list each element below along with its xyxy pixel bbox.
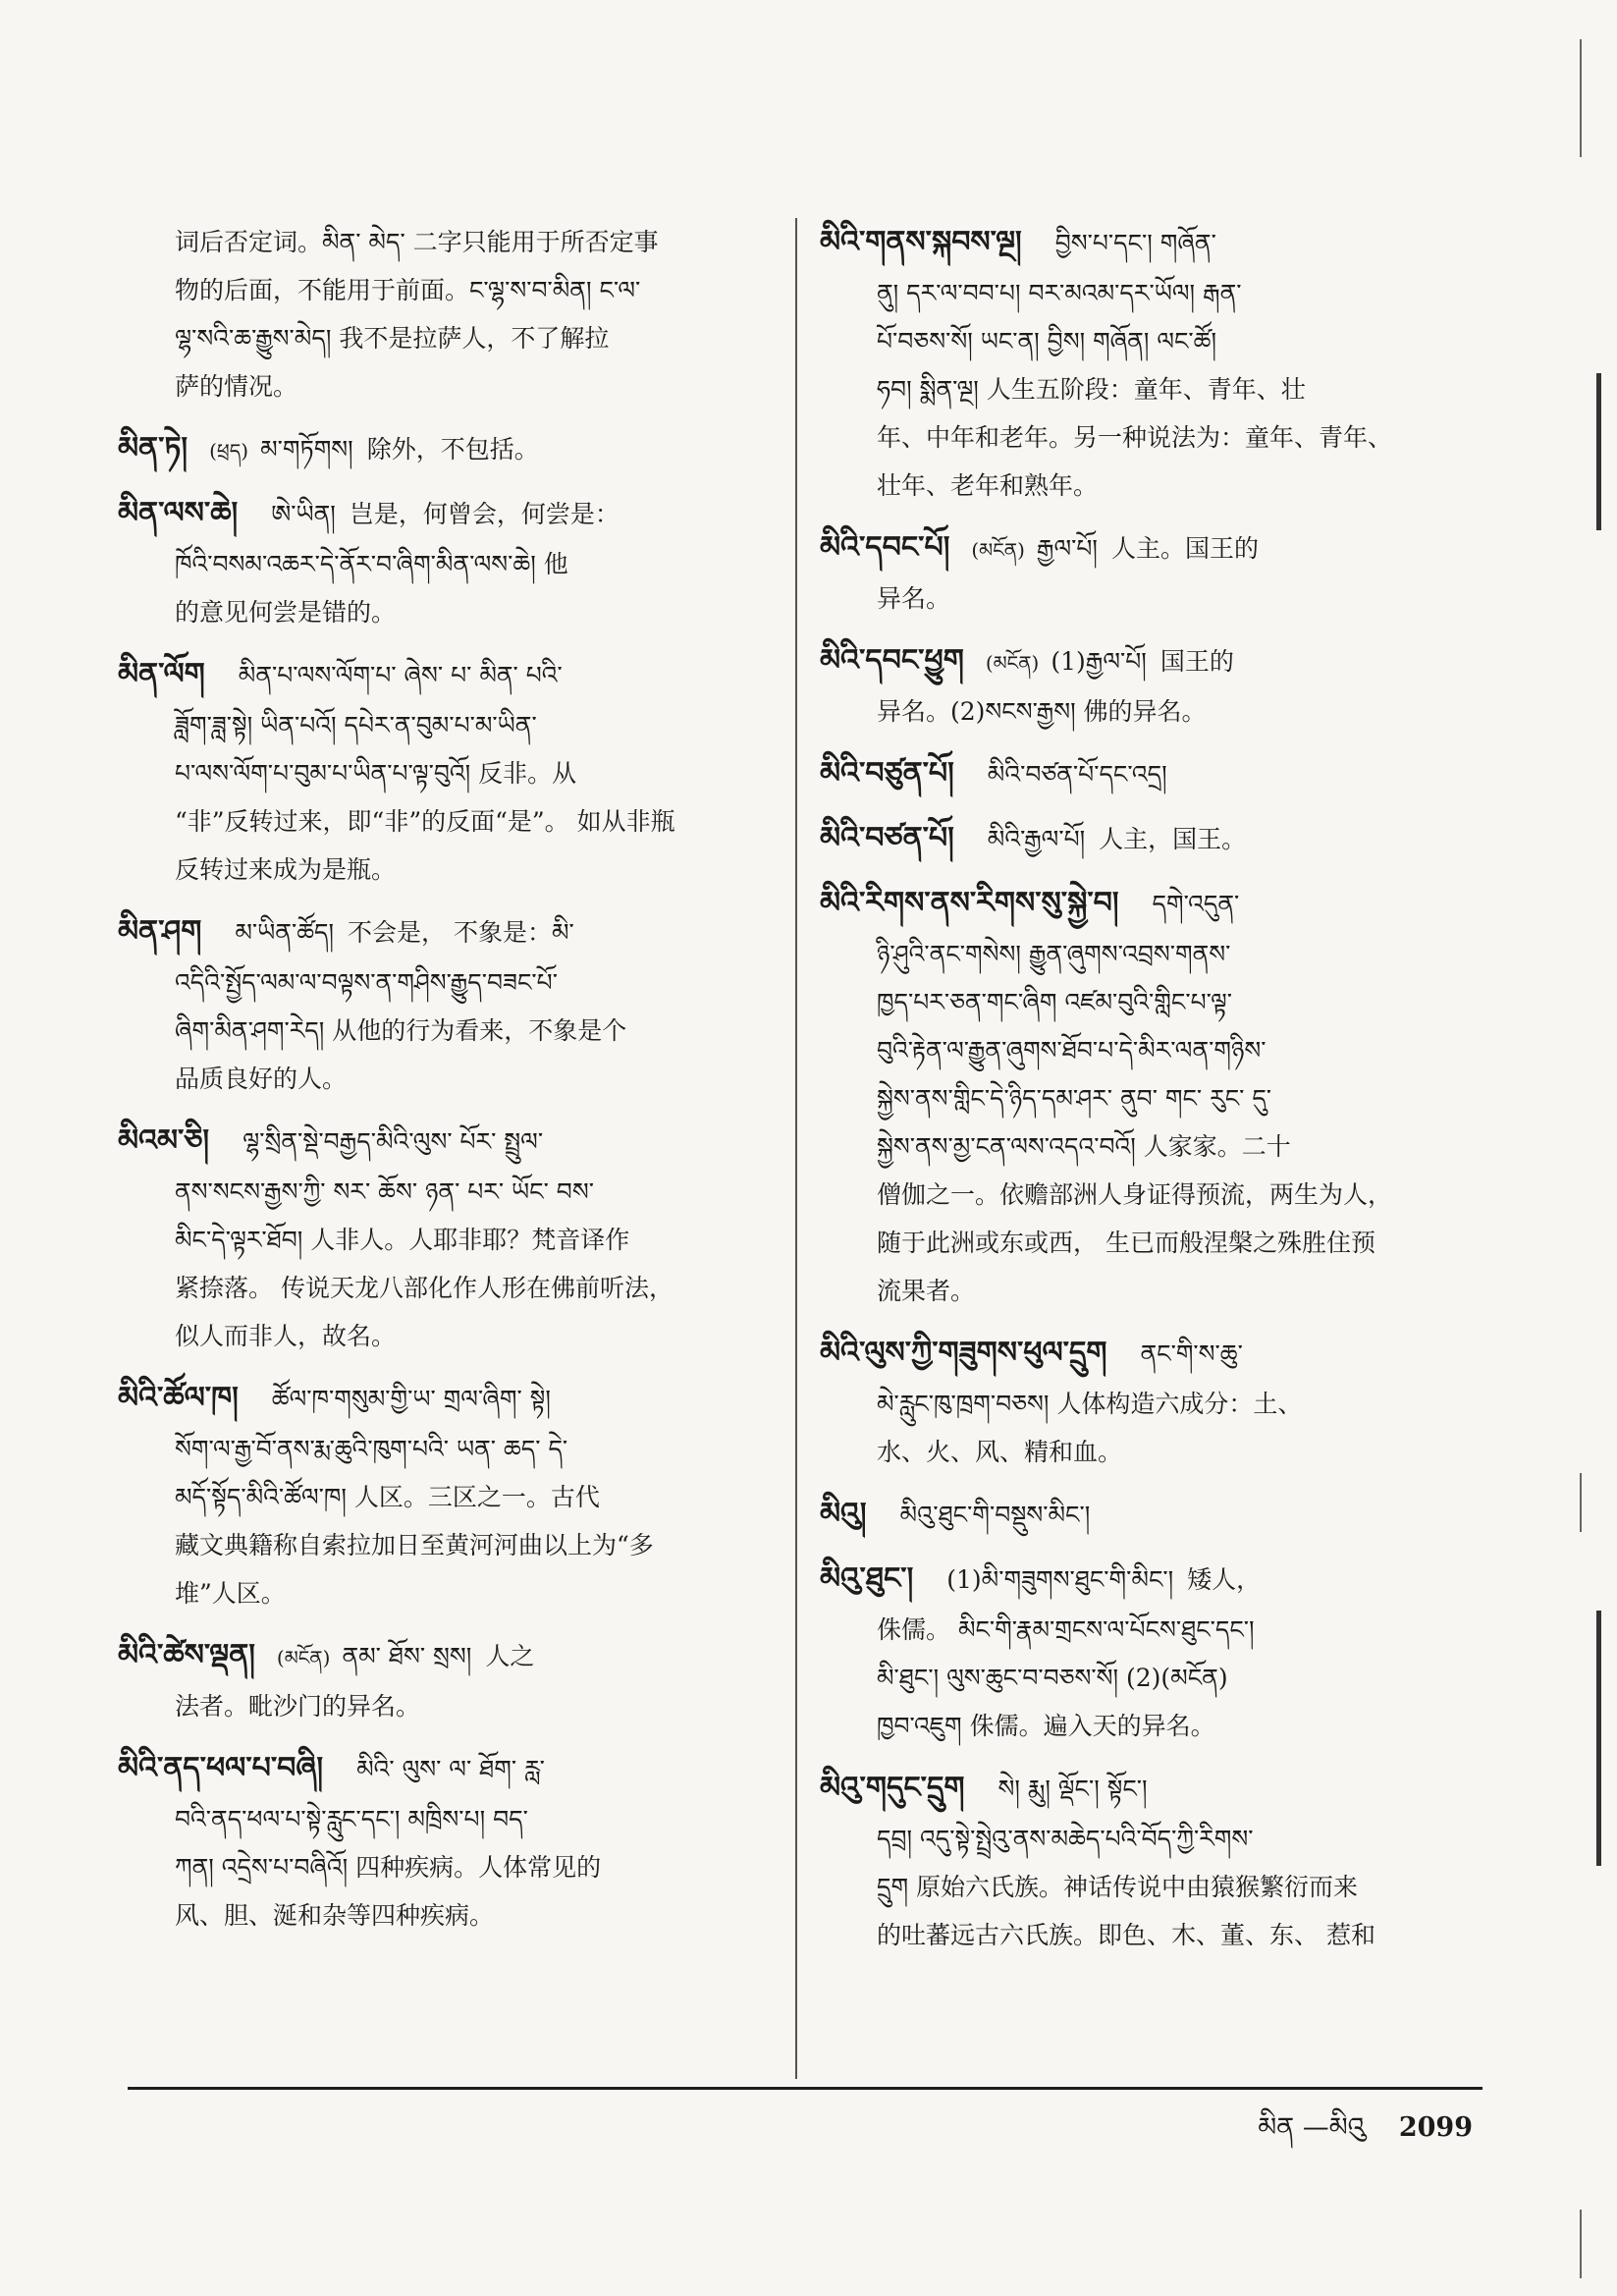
tibetan-definition: མིའུ་ཐུང་གི་བསྡུས་མིང་། xyxy=(899,1501,1091,1529)
dictionary-entry xyxy=(820,749,1473,800)
dictionary-entry xyxy=(820,1490,1473,1541)
dictionary-entry xyxy=(820,1764,1473,1959)
chinese-definition: 人主。国王的 xyxy=(1110,534,1259,563)
tibetan-definition: མིའི་ ལུས་ ལ་ ཐོག་ རླ་ xyxy=(356,1755,545,1783)
headword: མིན་ཏེ། xyxy=(118,431,189,465)
entry-head-line xyxy=(118,907,766,958)
dictionary-entry xyxy=(820,636,1473,736)
entry-body-line: ཉི་ཤུའི་ནང་གསེས། རྒྱུན་ཞུགས་འབྲས་གནས་ xyxy=(877,940,1231,968)
headword: མིན་ལས་ཆེ། xyxy=(118,496,239,530)
entry-body-line: 似人而非人，故名。 xyxy=(175,1322,397,1350)
entry-body xyxy=(118,1425,766,1617)
headword: མིའི་ལུས་ཀྱི་གཟུགས་ཕུལ་དྲུག xyxy=(820,1336,1107,1370)
entry-head-line xyxy=(118,1631,766,1682)
headword: མིན་ཤག xyxy=(118,914,202,949)
entry-body-line: པ་ལས་ལོག་པ་བུམ་པ་ཡིན་པ་ལྟ་བུའོ། 反非。从 xyxy=(175,759,577,788)
entry-head-line xyxy=(820,749,1473,800)
entry-body-line: 藏文典籍称自索拉加日至黄河河曲以上为“多 xyxy=(175,1531,654,1559)
entry-body-line: དབྲ། འདུ་སྟེ་སྤྲེའུ་ནས་མཆེད་པའི་བོད་ཀྱི་རིགས་ xyxy=(877,1825,1254,1853)
entry-body xyxy=(118,1168,766,1360)
scan-margin-marks xyxy=(1570,0,1609,2296)
entry-body-line: 风、胆、涎和杂等四种疾病。 xyxy=(175,1901,495,1930)
entry-body-line: འདིའི་སྤྱོད་ལམ་ལ་བལྟས་ན་གཤིས་རྒྱུད་བཟང་པོ་ xyxy=(175,968,558,997)
left-entry-list xyxy=(118,424,766,1940)
headword: མིའམ་ཅི། xyxy=(118,1123,210,1158)
tibetan-definition: (1)མི་གཟུགས་ཐུང་གི་མིང་། xyxy=(946,1565,1174,1594)
dictionary-entry xyxy=(118,1744,766,1940)
entry-body xyxy=(118,1795,766,1940)
tibetan-definition: ནམ་ ཐོས་ སྲས། xyxy=(342,1642,472,1670)
tibetan-definition: མ་ཡིན་ཚོད། xyxy=(235,918,335,947)
page-range: མིན —མིའུ xyxy=(1258,2112,1366,2143)
entry-body xyxy=(820,1606,1473,1750)
entry-body-line: 年、中年和老年。另一种说法为：童年、青年、 xyxy=(877,423,1393,452)
continuation-line: ལྷ་སའི་ཆ་རྒྱུས་མེད། 我不是拉萨人，不了解拉 xyxy=(175,324,610,353)
headword: མིའི་ཚེས་ལྡན། xyxy=(118,1638,255,1672)
tibetan-definition: ཨེ་ཡིན། xyxy=(271,500,336,528)
continuation-line: 物的后面，不能用于前面。ང་ལྷ་ས་བ་མིན། ང་ལ་ xyxy=(175,276,641,304)
entry-head-line xyxy=(820,1490,1473,1541)
entry-head-line xyxy=(820,218,1473,269)
entry-body xyxy=(118,958,766,1103)
dictionary-entry xyxy=(118,650,766,894)
entry-body-line: པོ་བཅས་སོ། ཡང་ན། བྱིས། གཞོན། ལང་ཚོ། xyxy=(877,327,1217,355)
entry-body-line: 僧伽之一。依赡部洲人身证得预流，两生为人， xyxy=(877,1180,1393,1209)
headword: མིའི་དབང་ཕྱུག xyxy=(820,643,964,678)
entry-body-line: 品质良好的人。 xyxy=(175,1065,348,1093)
headword: མིའི་གནས་སྐབས་ལྔ། xyxy=(820,225,1022,259)
headword: མིའི་ནད་ཕལ་པ་བཞི། xyxy=(118,1751,324,1785)
entry-body-line: སོག་ལ་རྒྱ་བོ་ནས་རྨ་ཆུའི་ཁུག་པའི་ ཡན་ ཆད་ དེ་ xyxy=(175,1435,568,1463)
headword: མིའི་རིགས་ནས་རིགས་སུ་སྐྱེ་བ། xyxy=(820,886,1119,920)
tibetan-definition: ནང་གི་ས་ཆུ་ xyxy=(1140,1339,1243,1368)
entry-body-line: མི་ཐུང་། ལུས་ཆུང་བ་བཅས་སོ། (2)(མངོན) xyxy=(877,1664,1228,1692)
entry-body xyxy=(820,1815,1473,1959)
grammar-label: (མངོན) xyxy=(971,538,1025,562)
grammar-label: (མངོན) xyxy=(276,1646,331,1669)
footer-rule xyxy=(128,2087,1482,2090)
entry-body-line: 法者。毗沙门的异名。 xyxy=(175,1692,421,1721)
entry-body-line: སྐྱེས་ནས་མྱ་ངན་ལས་འདའ་བའོ། 人家家。二十 xyxy=(877,1132,1291,1161)
entry-head-line xyxy=(118,424,766,475)
entry-body-line: ཞིག་མིན་ཤག་རེད། 从他的行为看来，不象是个 xyxy=(175,1016,627,1045)
entry-head-line xyxy=(118,1374,766,1425)
entry-body-line: ཧབ། སྨིན་ལྔ། 人生五阶段：童年、青年、壮 xyxy=(877,375,1306,404)
chinese-definition: 岂是，何曾会，何尝是： xyxy=(349,500,620,528)
headword: མིའི་བཙན་པོ། xyxy=(820,821,954,855)
tibetan-definition: སེ། རྨུ། ལྡོང་། སྟོང་། xyxy=(997,1775,1148,1803)
page-number: 2099 xyxy=(1398,2112,1473,2143)
entry-body-line: 水、火、风、精和血。 xyxy=(877,1438,1123,1466)
entry-head-line xyxy=(118,1117,766,1168)
dictionary-entry xyxy=(820,218,1473,510)
headword: མིའུ་གདུང་དྲུག xyxy=(820,1771,965,1805)
entry-body-line: ཁོའི་བསམ་འཆར་དེ་ནོར་བ་ཞིག་མིན་ལས་ཆེ། 他 xyxy=(175,550,568,578)
entry-body-line: “非”反转过来，即“非”的反面“是”。 如从非瓶 xyxy=(175,807,675,836)
entry-body xyxy=(820,1380,1473,1476)
dictionary-entry xyxy=(820,1329,1473,1476)
entry-body xyxy=(820,574,1473,623)
chinese-definition: 矮人， xyxy=(1187,1565,1262,1594)
entry-body-line: 紧捺落。 传说天龙八部化作人形在佛前听法， xyxy=(175,1274,674,1302)
entry-head-line xyxy=(820,879,1473,930)
dictionary-entry xyxy=(820,814,1473,865)
dictionary-entry xyxy=(118,1374,766,1617)
tibetan-definition: ལྷ་སྲིན་སྡེ་བརྒྱད་མིའི་ལུས་ པོར་ སྤྲུལ་ xyxy=(243,1127,544,1156)
entry-body-line: 侏儒。 མིང་གི་རྣམ་གྲངས་ལ་པོངས་ཐུང་དང་། xyxy=(877,1615,1255,1644)
entry-body-line: ཁྱབ་འཇུག 侏儒。遍入天的异名。 xyxy=(877,1712,1215,1740)
tibetan-definition: རྒྱལ་པོ། xyxy=(1036,534,1098,563)
entry-body-line: ནས་སངས་རྒྱས་ཀྱི་ སར་ ཆོས་ ཉན་ པར་ ཡོང་ བས་ xyxy=(175,1177,594,1206)
entry-head-line xyxy=(118,1744,766,1795)
entry-body xyxy=(118,701,766,894)
dictionary-entry xyxy=(820,879,1473,1315)
headword: མིའུ། xyxy=(820,1497,867,1531)
dictionary-entry xyxy=(118,489,766,636)
grammar-label: (ཕྲད) xyxy=(209,439,249,463)
entry-body-line: མེ་རླུང་ཁུ་ཁྲག་བཅས། 人体构造六成分：土、 xyxy=(877,1390,1303,1418)
entry-body-line: 的意见何尝是错的。 xyxy=(175,598,397,627)
tibetan-definition: མ་གཏོགས། xyxy=(260,435,353,464)
entry-body-line: 壮年、老年和熟年。 xyxy=(877,471,1099,500)
entry-body-line: བུའི་རྟེན་ལ་རྒྱུན་ཞུགས་ཐོབ་པ་དེ་མིར་ལན་གཉིས་ xyxy=(877,1036,1267,1065)
continuation-line: 萨的情况。 xyxy=(175,372,298,401)
entry-head-line xyxy=(118,650,766,701)
dictionary-entry xyxy=(118,907,766,1103)
entry-body-line: ཟློག་ཟླ་སྟེ། ཡིན་པའོ། དཔེར་ན་བུམ་པ་མ་ཡིན་ xyxy=(175,711,537,739)
entry-body xyxy=(118,1682,766,1730)
entry-body-line: ཁྱད་པར་ཅན་གང་ཞིག འཛམ་བུའི་གླིང་པ་ལྟ་ xyxy=(877,988,1232,1016)
entry-body-line: 异名。(2)སངས་རྒྱས། 佛的异名。 xyxy=(877,697,1207,726)
entry-head-line xyxy=(118,489,766,540)
chinese-definition: 人主，国王。 xyxy=(1099,825,1247,853)
grammar-label: (མངོན) xyxy=(985,651,1040,675)
entry-head-line xyxy=(820,1555,1473,1606)
entry-body xyxy=(820,930,1473,1315)
entry-head-line xyxy=(820,636,1473,687)
entry-head-line xyxy=(820,523,1473,574)
entry-body-line: 随于此洲或东或西， 生已而般涅槃之殊胜住预 xyxy=(877,1229,1375,1257)
headword: མིའི་དབང་པོ། xyxy=(820,530,950,565)
entry-body-line: 堆”人区。 xyxy=(175,1579,286,1608)
entry-body-line: མདོ་སྟོད་མིའི་ཚོལ་ཁ། 人区。三区之一。古代 xyxy=(175,1483,600,1511)
entry-body xyxy=(820,687,1473,736)
dictionary-entry xyxy=(118,1117,766,1360)
chinese-definition: 人之 xyxy=(485,1642,535,1670)
chinese-definition: 不会是， 不象是：མི་ xyxy=(348,918,574,947)
right-column xyxy=(820,218,1473,1973)
chinese-definition: 除外，不包括。 xyxy=(366,435,539,464)
continuation-text xyxy=(118,218,766,410)
entry-head-line xyxy=(820,814,1473,865)
tibetan-definition: ཚོལ་ཁ་གསུམ་གྱི་ཡ་ གྲལ་ཞིག་ སྟེ། xyxy=(271,1385,551,1413)
entry-head-line xyxy=(820,1329,1473,1380)
dictionary-entry xyxy=(820,523,1473,623)
entry-body-line: 流果者。 xyxy=(877,1277,976,1305)
dictionary-entry xyxy=(118,424,766,475)
headword: མིན་ལོག xyxy=(118,657,205,691)
entry-head-line xyxy=(820,1764,1473,1815)
tibetan-definition: མིའི་རྒྱལ་པོ། xyxy=(987,825,1086,853)
entry-body xyxy=(118,540,766,636)
entry-body-line: ཀན། འདྲེས་པ་བཞིའོ། 四种疾病。人体常见的 xyxy=(175,1853,602,1882)
headword: མིའུ་ཐུང་། xyxy=(820,1561,914,1596)
dictionary-entry xyxy=(118,1631,766,1730)
entry-body-line: 反转过来成为是瓶。 xyxy=(175,855,397,884)
dictionary-entry xyxy=(820,1555,1473,1750)
continuation-line: 词后否定词。མིན་ མེད་ 二字只能用于所否定事 xyxy=(175,228,659,256)
headword: མིའི་བཙུན་པོ། xyxy=(820,756,954,791)
tibetan-definition: བྱིས་པ་དང་། གཞོན་ xyxy=(1054,229,1216,257)
entry-body-line: ནུ། དར་ལ་བབ་པ། བར་མའམ་དར་ཡོལ། རྒན་ xyxy=(877,279,1242,307)
entry-body-line: སྐྱེས་ནས་གླིང་དེ་ཉིད་དམ་ཤར་ ནུབ་ གང་ རུང་ དུ་ xyxy=(877,1084,1272,1113)
tibetan-definition: མིའི་བཙན་པོ་དང་འདྲ། xyxy=(987,760,1167,789)
right-entry-list xyxy=(820,218,1473,1959)
entry-body-line: མིང་དེ་ལྟར་ཐོབ། 人非人。人耶非耶？梵音译作 xyxy=(175,1226,630,1254)
entry-body-line: བའི་ནད་ཕལ་པ་སྟེ་རླུང་དང་། མཁྲིས་པ། བད་ xyxy=(175,1805,528,1833)
entry-body-line: དྲུག 原始六氏族。神话传说中由猿猴繁衍而来 xyxy=(877,1873,1359,1901)
tibetan-definition: (1)རྒྱལ་པོ། xyxy=(1051,647,1147,676)
entry-body-line: 的吐蕃远古六氏族。即色、木、董、东、 惹和 xyxy=(877,1921,1375,1949)
headword: མིའི་ཚོལ་ཁ། xyxy=(118,1381,239,1415)
tibetan-definition: མིན་པ་ལས་ལོག་པ་ ཞེས་ པ་ མིན་ པའི་ xyxy=(238,661,563,689)
column-divider xyxy=(795,218,797,2079)
entry-body-line: 异名。 xyxy=(877,584,951,613)
entry-body xyxy=(820,269,1473,510)
left-column xyxy=(118,218,766,1953)
page-footer xyxy=(1139,2098,1473,2172)
tibetan-definition: དགེ་འདུན་ xyxy=(1152,890,1240,918)
chinese-definition: 国王的 xyxy=(1159,647,1234,676)
